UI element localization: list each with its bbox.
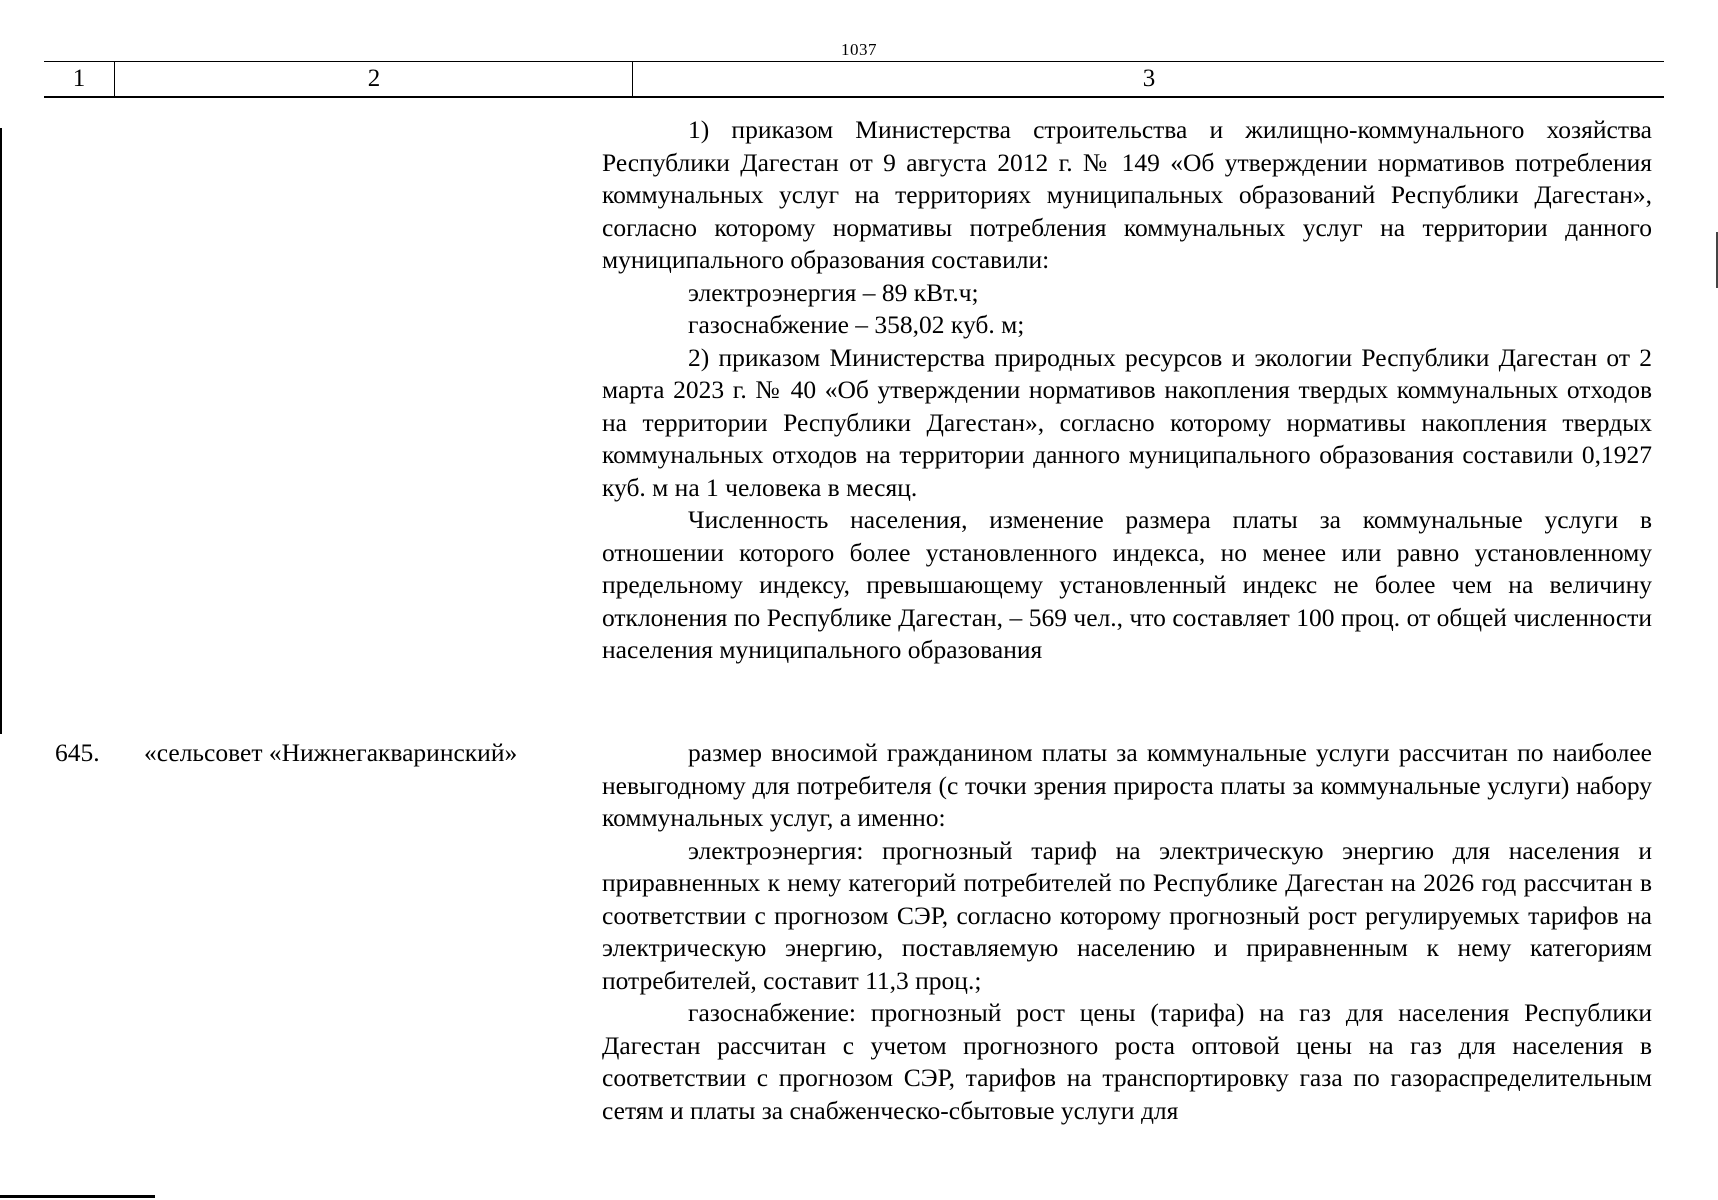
paragraph-electricity-tariff: электроэнергия: прогнозный тариф на электрическую энергию для населения и приравненных к нему категорий потребителей по Республике Дагестан на 2026 год рассчитан в соответствии с прогнозом СЭР, согласно которому прогнозный рост регулируемых тарифов на электрическую энергию, поставляемую населению и приравненным к нему категориям потребителей, составит 11,3 проц.; <box>602 835 1652 995</box>
paragraph-order-149: 1) приказом Министерства строительства и жилищно-коммунального хозяйства Республики Дагестан от 9 августа 2012 г. № 149 «Об утверждении нормативов потребления коммунальных услуг на территориях муниципальных образований Республики Дагестан», согласно которому нормативы потребления коммунальных услуг на территории данного муниципального образования составили: <box>602 115 1652 274</box>
table-header <box>44 61 1664 98</box>
header-col-3: 3 <box>1142 65 1156 92</box>
scan-edge-line <box>0 128 2 734</box>
row-number: 645. <box>55 738 100 767</box>
footnote-rule <box>0 1195 155 1198</box>
page-number: 1037 <box>841 40 877 59</box>
paragraph-gas-tariff: газоснабжение: прогнозный рост цены (тарифа) на газ для населения Республики Дагестан рассчитан с учетом прогнозного роста оптовой цены на газ для населения в соответствии с прогнозом СЭР, тарифов на транспортировку газа по газораспределительным сетям и платы за снабженческо-сбытовые услуги для <box>602 998 1652 1125</box>
row-645-text <box>602 737 1652 1127</box>
header-col-1: 1 <box>44 62 115 96</box>
norm-gas: газоснабжение – 358,02 куб. м; <box>688 310 1025 339</box>
norm-electricity: электроэнергия – 89 кВт.ч; <box>688 277 979 307</box>
header-col-2: 2 <box>116 62 633 96</box>
paragraph-order-40: 2) приказом Министерства природных ресурсов и экологии Республики Дагестан от 2 марта 2023 г. № 40 «Об утверждении нормативов накопления твердых коммунальных отходов на территории Республики Дагестан», согласно которому нормативы накопления твердых коммунальных отходов на территории данного муниципального образования составили 0,1927 куб. м на 1 человека в месяц. <box>602 342 1652 502</box>
paragraph-utility-set: размер вносимой гражданином платы за коммунальные услуги рассчитан по наиболее невыгодному для потребителя (с точки зрения прироста платы за коммунальные услуги) набору коммунальных услуг, а именно: <box>602 738 1652 832</box>
paragraph-population: Численность населения, изменение размера платы за коммунальные услуги в отношении которого более установленного индекса, но менее или равно установленному предельному индексу, превышающему установленный индекс не более чем на величину отклонения по Республике Дагестан, – 569 чел., что составляет 100 проц. от общей численности населения муниципального образования <box>602 505 1652 664</box>
continued-row-text <box>602 114 1652 667</box>
municipality-name: «сельсовет «Нижнегакваринский» <box>144 738 518 767</box>
